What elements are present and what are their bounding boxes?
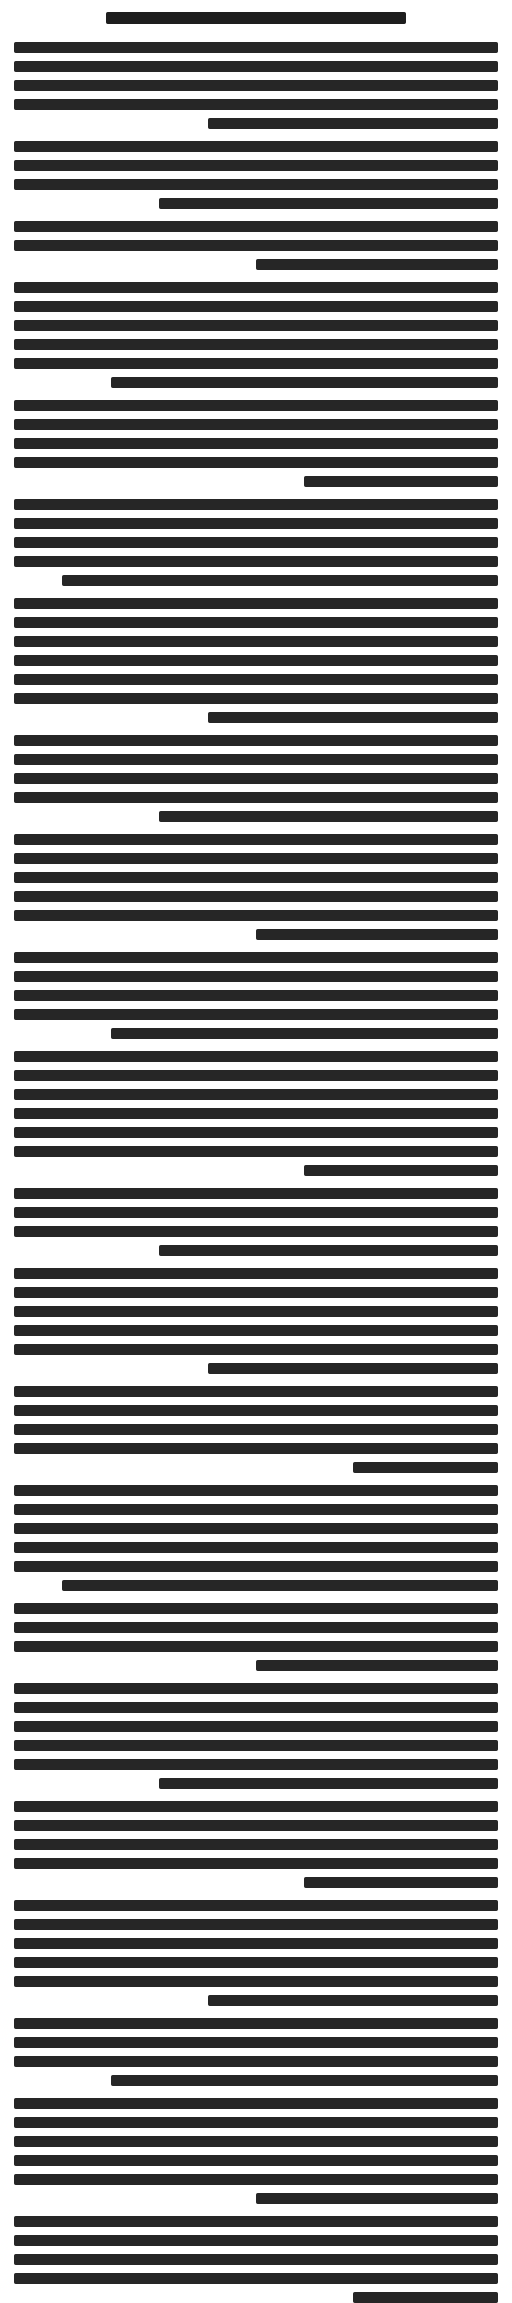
paragraph-14	[14, 1386, 498, 1473]
text-line	[208, 1363, 498, 1374]
paragraph-18	[14, 1801, 498, 1888]
text-line	[14, 2273, 498, 2284]
paragraph-16	[14, 1603, 498, 1671]
article-body	[14, 42, 498, 2303]
paragraph-3	[14, 221, 498, 270]
text-line	[14, 1089, 498, 1100]
text-line	[14, 1443, 498, 1454]
text-line	[14, 2174, 498, 2185]
text-line	[14, 2056, 498, 2067]
text-line	[14, 1801, 498, 1812]
text-line	[14, 1070, 498, 1081]
text-line	[14, 1226, 498, 1237]
paragraph-21	[14, 2098, 498, 2204]
text-line	[14, 1207, 498, 1218]
text-line	[14, 1523, 498, 1534]
text-line	[14, 2136, 498, 2147]
text-line	[14, 693, 498, 704]
text-line	[14, 2037, 498, 2048]
paragraph-8	[14, 735, 498, 822]
paragraph-4	[14, 282, 498, 388]
text-line	[14, 457, 498, 468]
headline-text-placeholder	[106, 12, 406, 24]
text-line	[14, 735, 498, 746]
text-line	[14, 1268, 498, 1279]
text-line	[14, 990, 498, 1001]
text-line	[14, 1051, 498, 1062]
text-line	[14, 952, 498, 963]
text-line	[14, 1485, 498, 1496]
text-line	[14, 636, 498, 647]
text-line	[14, 1287, 498, 1298]
paragraph-5	[14, 400, 498, 487]
text-line	[14, 1938, 498, 1949]
paragraph-15	[14, 1485, 498, 1591]
text-line	[14, 792, 498, 803]
text-line	[14, 674, 498, 685]
text-line	[14, 2117, 498, 2128]
text-line	[62, 575, 498, 586]
text-line	[14, 320, 498, 331]
text-line	[14, 221, 498, 232]
text-line	[14, 1721, 498, 1732]
text-line	[14, 2018, 498, 2029]
text-line	[14, 1306, 498, 1317]
paragraph-13	[14, 1268, 498, 1374]
text-line	[14, 1603, 498, 1614]
text-line	[159, 198, 498, 209]
text-line	[14, 1325, 498, 1336]
text-line	[14, 438, 498, 449]
text-line	[208, 118, 498, 129]
text-line	[256, 1660, 498, 1671]
text-line	[111, 1028, 498, 1039]
headline	[14, 8, 498, 28]
text-line	[14, 1561, 498, 1572]
text-line	[14, 834, 498, 845]
text-line	[14, 400, 498, 411]
text-line	[14, 754, 498, 765]
text-line	[14, 1858, 498, 1869]
paragraph-7	[14, 598, 498, 723]
text-line	[159, 1245, 498, 1256]
text-line	[14, 773, 498, 784]
text-line	[14, 1188, 498, 1199]
text-line	[14, 160, 498, 171]
text-line	[14, 1702, 498, 1713]
text-line	[14, 872, 498, 883]
text-line	[14, 537, 498, 548]
text-line	[111, 2075, 498, 2086]
text-line	[14, 1146, 498, 1157]
paragraph-2	[14, 141, 498, 209]
text-line	[14, 1504, 498, 1515]
text-line	[111, 377, 498, 388]
text-line	[14, 1900, 498, 1911]
paragraph-6	[14, 499, 498, 586]
text-line	[14, 141, 498, 152]
text-line	[304, 476, 498, 487]
paragraph-17	[14, 1683, 498, 1789]
text-line	[14, 358, 498, 369]
text-line	[256, 259, 498, 270]
text-line	[14, 1009, 498, 1020]
paragraph-20	[14, 2018, 498, 2086]
text-line	[14, 1622, 498, 1633]
text-line	[14, 1386, 498, 1397]
paragraph-12	[14, 1188, 498, 1256]
text-line	[14, 1542, 498, 1553]
text-line	[14, 1957, 498, 1968]
text-line	[14, 518, 498, 529]
text-line	[14, 80, 498, 91]
text-line	[14, 2254, 498, 2265]
text-line	[208, 712, 498, 723]
text-line	[14, 42, 498, 53]
text-line	[14, 1740, 498, 1751]
text-line	[256, 2193, 498, 2204]
text-line	[14, 1424, 498, 1435]
text-line	[14, 419, 498, 430]
text-line	[14, 853, 498, 864]
paragraph-10	[14, 952, 498, 1039]
text-line	[14, 1919, 498, 1930]
text-line	[14, 655, 498, 666]
text-line	[304, 1877, 498, 1888]
text-line	[14, 1641, 498, 1652]
text-line	[14, 598, 498, 609]
text-line	[304, 1165, 498, 1176]
text-line	[14, 339, 498, 350]
text-line	[14, 61, 498, 72]
text-line	[14, 1127, 498, 1138]
text-line	[14, 2216, 498, 2227]
text-line	[14, 556, 498, 567]
text-line	[14, 1405, 498, 1416]
paragraph-11	[14, 1051, 498, 1176]
text-line	[256, 929, 498, 940]
text-line	[14, 179, 498, 190]
text-line	[14, 2098, 498, 2109]
text-line	[159, 811, 498, 822]
text-line	[14, 1976, 498, 1987]
text-line	[14, 240, 498, 251]
text-line	[14, 1820, 498, 1831]
text-line	[14, 1759, 498, 1770]
paragraph-19	[14, 1900, 498, 2006]
text-line	[14, 891, 498, 902]
text-line	[14, 499, 498, 510]
text-line	[14, 1108, 498, 1119]
text-line	[62, 1580, 498, 1591]
text-line	[14, 99, 498, 110]
text-line	[14, 617, 498, 628]
text-line	[14, 1839, 498, 1850]
paragraph-1	[14, 42, 498, 129]
text-line	[14, 910, 498, 921]
text-line	[208, 1995, 498, 2006]
text-line	[353, 1462, 498, 1473]
text-line	[159, 1778, 498, 1789]
text-line	[14, 2235, 498, 2246]
text-line	[14, 282, 498, 293]
paragraph-9	[14, 834, 498, 940]
text-line	[14, 971, 498, 982]
paragraph-22	[14, 2216, 498, 2303]
text-line	[14, 301, 498, 312]
text-line	[14, 1683, 498, 1694]
text-line	[353, 2292, 498, 2303]
text-line	[14, 2155, 498, 2166]
text-line	[14, 1344, 498, 1355]
